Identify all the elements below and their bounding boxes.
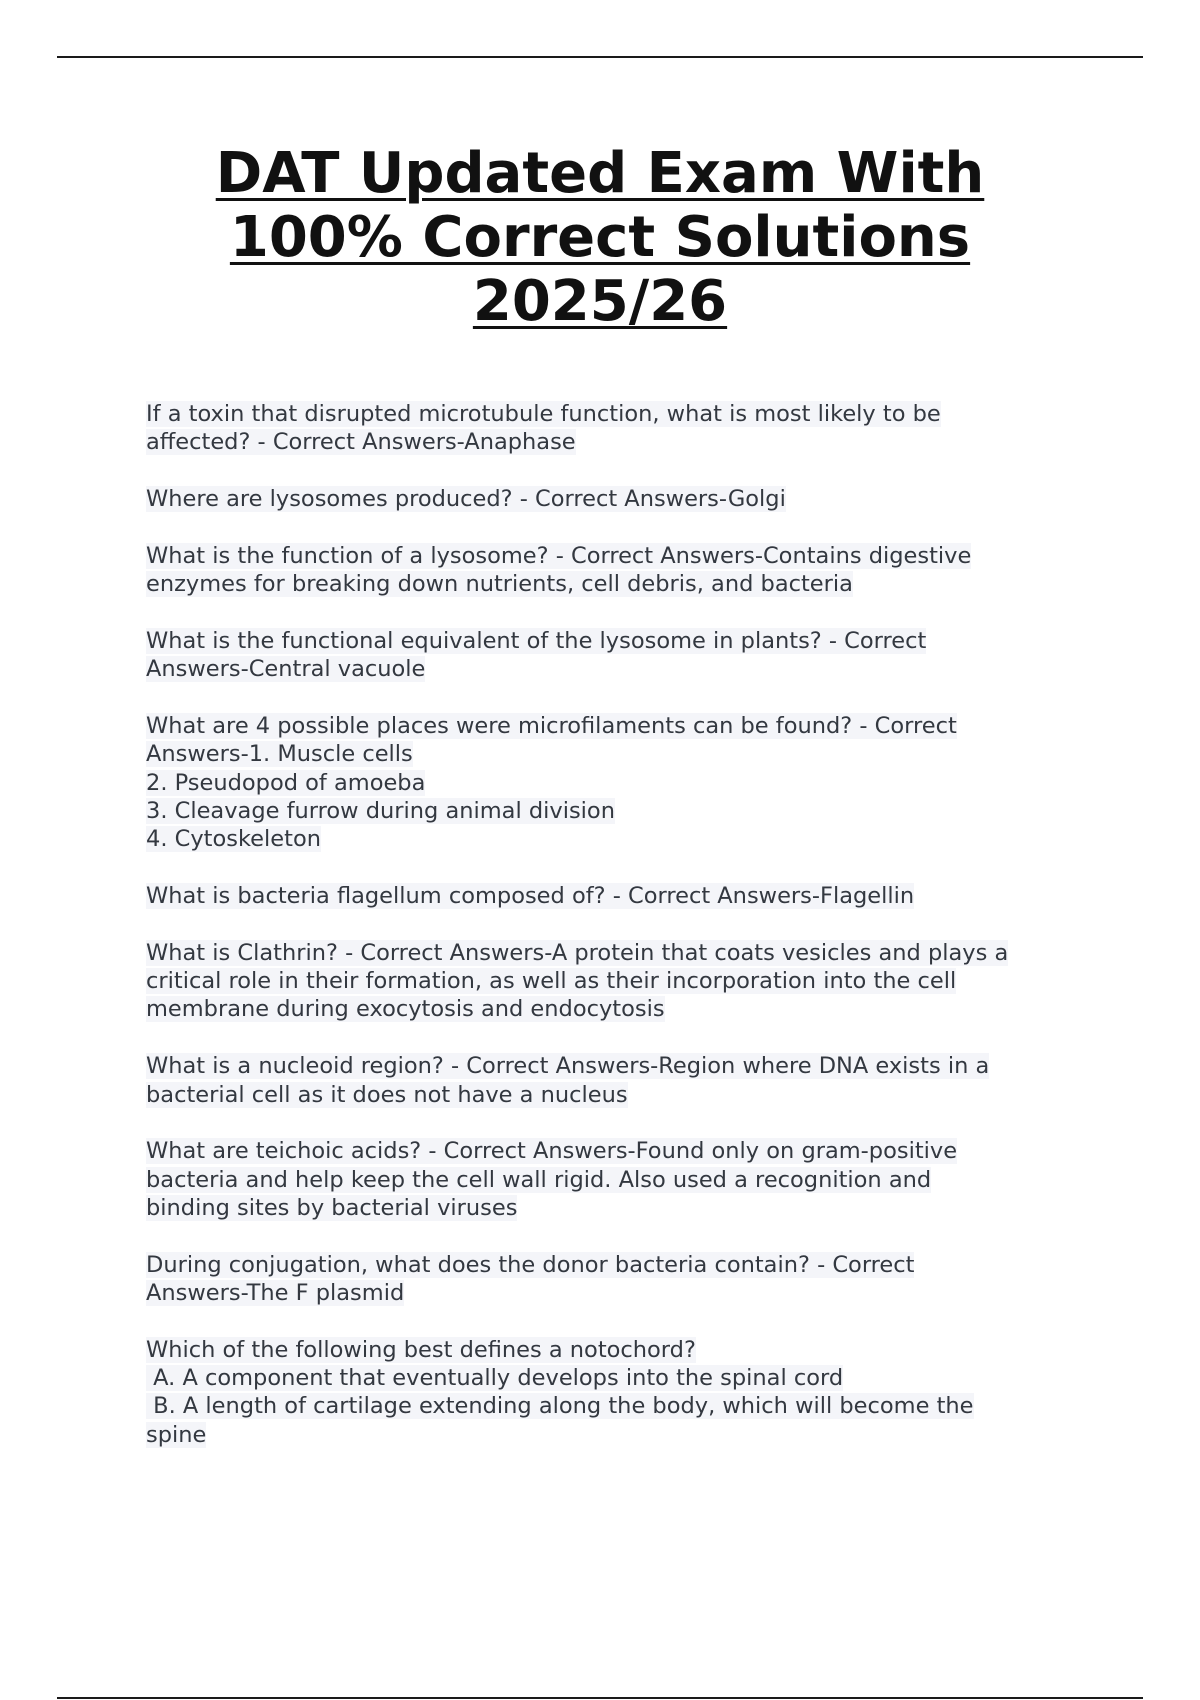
qa-line: A. A component that eventually develops into the spinal cord [146,1365,844,1392]
qa-item [146,485,1086,513]
qa-line: bacterial cell as it does not have a nucleus [146,1081,628,1108]
bottom-divider [57,1697,1143,1699]
qa-line: What is Clathrin? - Correct Answers-A protein that coats vesicles and plays a [146,939,1009,966]
qa-item [146,882,1086,910]
qa-item [146,939,1086,1024]
qa-item [146,1137,1086,1222]
qa-item [146,712,1086,853]
qa-list [146,400,1086,1478]
qa-line: Answers-1. Muscle cells [146,741,413,768]
qa-item [146,542,1086,599]
title-line: 100% Correct Solutions [229,205,971,270]
qa-line: Where are lysosomes produced? - Correct Answers-Golgi [146,486,786,513]
qa-line: 3. Cleavage furrow during animal division [146,797,615,824]
qa-line: 2. Pseudopod of amoeba [146,769,426,796]
qa-line: What is bacteria flagellum composed of? - Correct Answers-Flagellin [146,883,915,910]
qa-line: spine [146,1421,207,1448]
qa-line: enzymes for breaking down nutrients, cell debris, and bacteria [146,571,853,598]
qa-line: During conjugation, what does the donor bacteria contain? - Correct [146,1251,915,1278]
qa-line: What are teichoic acids? - Correct Answers-Found only on gram-positive [146,1138,958,1165]
qa-line: What are 4 possible places were microfilaments can be found? - Correct [146,713,957,740]
qa-line: critical role in their formation, as well as their incorporation into the cell [146,968,957,995]
qa-line: Answers-The F plasmid [146,1280,405,1307]
qa-line: affected? - Correct Answers-Anaphase [146,429,576,456]
qa-item [146,1052,1086,1109]
qa-line: Answers-Central vacuole [146,656,426,683]
qa-line: What is a nucleoid region? - Correct Answers-Region where DNA exists in a [146,1053,990,1080]
title-line: 2025/26 [472,269,728,334]
qa-line: Which of the following best defines a notochord? [146,1336,696,1363]
qa-line: What is the functional equivalent of the lysosome in plants? - Correct [146,627,927,654]
qa-line: B. A length of cartilage extending along the body, which will become the [146,1393,974,1420]
qa-line: binding sites by bacterial viruses [146,1194,518,1221]
top-divider [57,56,1143,58]
qa-item [146,1336,1086,1449]
qa-line: What is the function of a lysosome? - Correct Answers-Contains digestive [146,542,972,569]
qa-item [146,1251,1086,1308]
qa-item [146,400,1086,457]
qa-line: If a toxin that disrupted microtubule function, what is most likely to be [146,401,941,427]
qa-line: bacteria and help keep the cell wall rigid. Also used a recognition and [146,1166,932,1193]
document-title [0,142,1200,334]
title-line: DAT Updated Exam With [215,141,985,206]
qa-item [146,627,1086,684]
qa-line: 4. Cytoskeleton [146,826,321,853]
qa-line: membrane during exocytosis and endocytosis [146,996,665,1023]
